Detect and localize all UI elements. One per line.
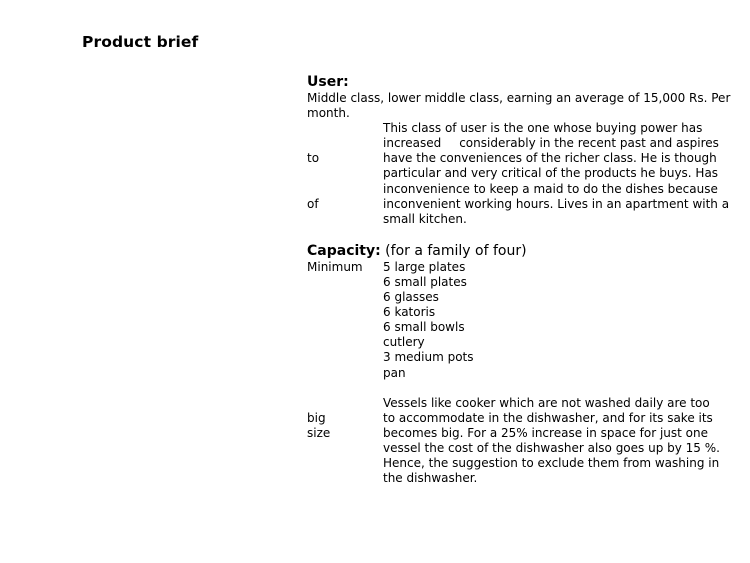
capacity-item: 6 glasses bbox=[383, 290, 439, 305]
vessels-row-text: the dishwasher. bbox=[383, 471, 478, 486]
capacity-item: 3 medium pots bbox=[383, 350, 474, 365]
user-row-text-part: increased bbox=[383, 136, 442, 151]
user-row-label: to bbox=[307, 151, 320, 166]
vessels-row-label: big bbox=[307, 410, 326, 425]
user-row-label bbox=[307, 182, 383, 197]
capacity-row bbox=[307, 320, 737, 335]
user-row bbox=[307, 136, 737, 151]
vessels-row-label: size bbox=[307, 425, 331, 440]
brief-content bbox=[307, 74, 737, 486]
vessels-row bbox=[307, 456, 737, 471]
user-intro-line-1: Middle class, lower middle class, earning an average of 15,000 Rs. Per bbox=[307, 91, 731, 105]
vessels-row bbox=[307, 426, 737, 441]
user-row bbox=[307, 212, 737, 227]
capacity-heading-label: Capacity: bbox=[307, 242, 381, 259]
capacity-item: pan bbox=[383, 365, 406, 380]
user-row bbox=[307, 197, 737, 212]
user-heading bbox=[307, 74, 737, 91]
vessels-row-text: to accommodate in the dishwasher, and for its sake its bbox=[383, 410, 713, 425]
user-row-label bbox=[307, 212, 383, 227]
user-row-text-part: considerably in the recent past and aspires bbox=[459, 136, 719, 151]
user-row-text: small kitchen. bbox=[383, 211, 467, 226]
capacity-item: 6 small plates bbox=[383, 274, 467, 289]
capacity-item: 5 large plates bbox=[383, 259, 466, 274]
capacity-row bbox=[307, 335, 737, 350]
vessels-row-label bbox=[307, 396, 383, 411]
capacity-row bbox=[307, 350, 737, 365]
capacity-row bbox=[307, 260, 737, 275]
vessels-row-text: vessel the cost of the dishwasher also goes up by 15 %. bbox=[383, 440, 720, 455]
user-row-label bbox=[307, 121, 383, 136]
capacity-row bbox=[307, 305, 737, 320]
user-row-text: particular and very critical of the products he buys. Has bbox=[383, 166, 719, 181]
user-row-label bbox=[307, 166, 383, 181]
user-row-label bbox=[307, 136, 383, 151]
capacity-row bbox=[307, 275, 737, 290]
user-row bbox=[307, 166, 737, 181]
capacity-heading bbox=[307, 243, 737, 260]
vessels-row-label bbox=[307, 441, 383, 456]
capacity-label: Minimum bbox=[307, 259, 363, 274]
capacity-note: (for a family of four) bbox=[385, 242, 527, 259]
user-row bbox=[307, 151, 737, 166]
vessels-row bbox=[307, 396, 737, 411]
capacity-item: 6 small bowls bbox=[383, 320, 465, 335]
user-row bbox=[307, 121, 737, 136]
vessels-row-text: becomes big. For a 25% increase in space for just one bbox=[383, 425, 709, 440]
vessels-row-text: Vessels like cooker which are not washed daily are too bbox=[383, 395, 710, 410]
user-intro-line-2: month. bbox=[307, 106, 350, 121]
vessels-row-label bbox=[307, 471, 383, 486]
user-row-text: inconvenience to keep a maid to do the dishes because bbox=[383, 181, 718, 196]
vessels-row-text: Hence, the suggestion to exclude them from washing in bbox=[383, 455, 720, 470]
vessels-row bbox=[307, 471, 737, 486]
vessels-row-label bbox=[307, 456, 383, 471]
capacity-row bbox=[307, 366, 737, 381]
user-row-text: have the conveniences of the richer class. He is though bbox=[383, 151, 717, 166]
user-row bbox=[307, 182, 737, 197]
user-heading-label: User: bbox=[307, 74, 349, 90]
page-title: Product brief bbox=[82, 33, 199, 51]
user-row-text: inconvenient working hours. Lives in an apartment with a bbox=[383, 196, 730, 211]
user-row-text bbox=[383, 136, 719, 151]
user-row-label: of bbox=[307, 196, 319, 211]
capacity-item: 6 katoris bbox=[383, 305, 436, 320]
capacity-item: cutlery bbox=[383, 335, 425, 350]
user-row-text: This class of user is the one whose buying power has bbox=[383, 121, 703, 136]
vessels-row bbox=[307, 441, 737, 456]
capacity-row bbox=[307, 290, 737, 305]
vessels-row bbox=[307, 411, 737, 426]
